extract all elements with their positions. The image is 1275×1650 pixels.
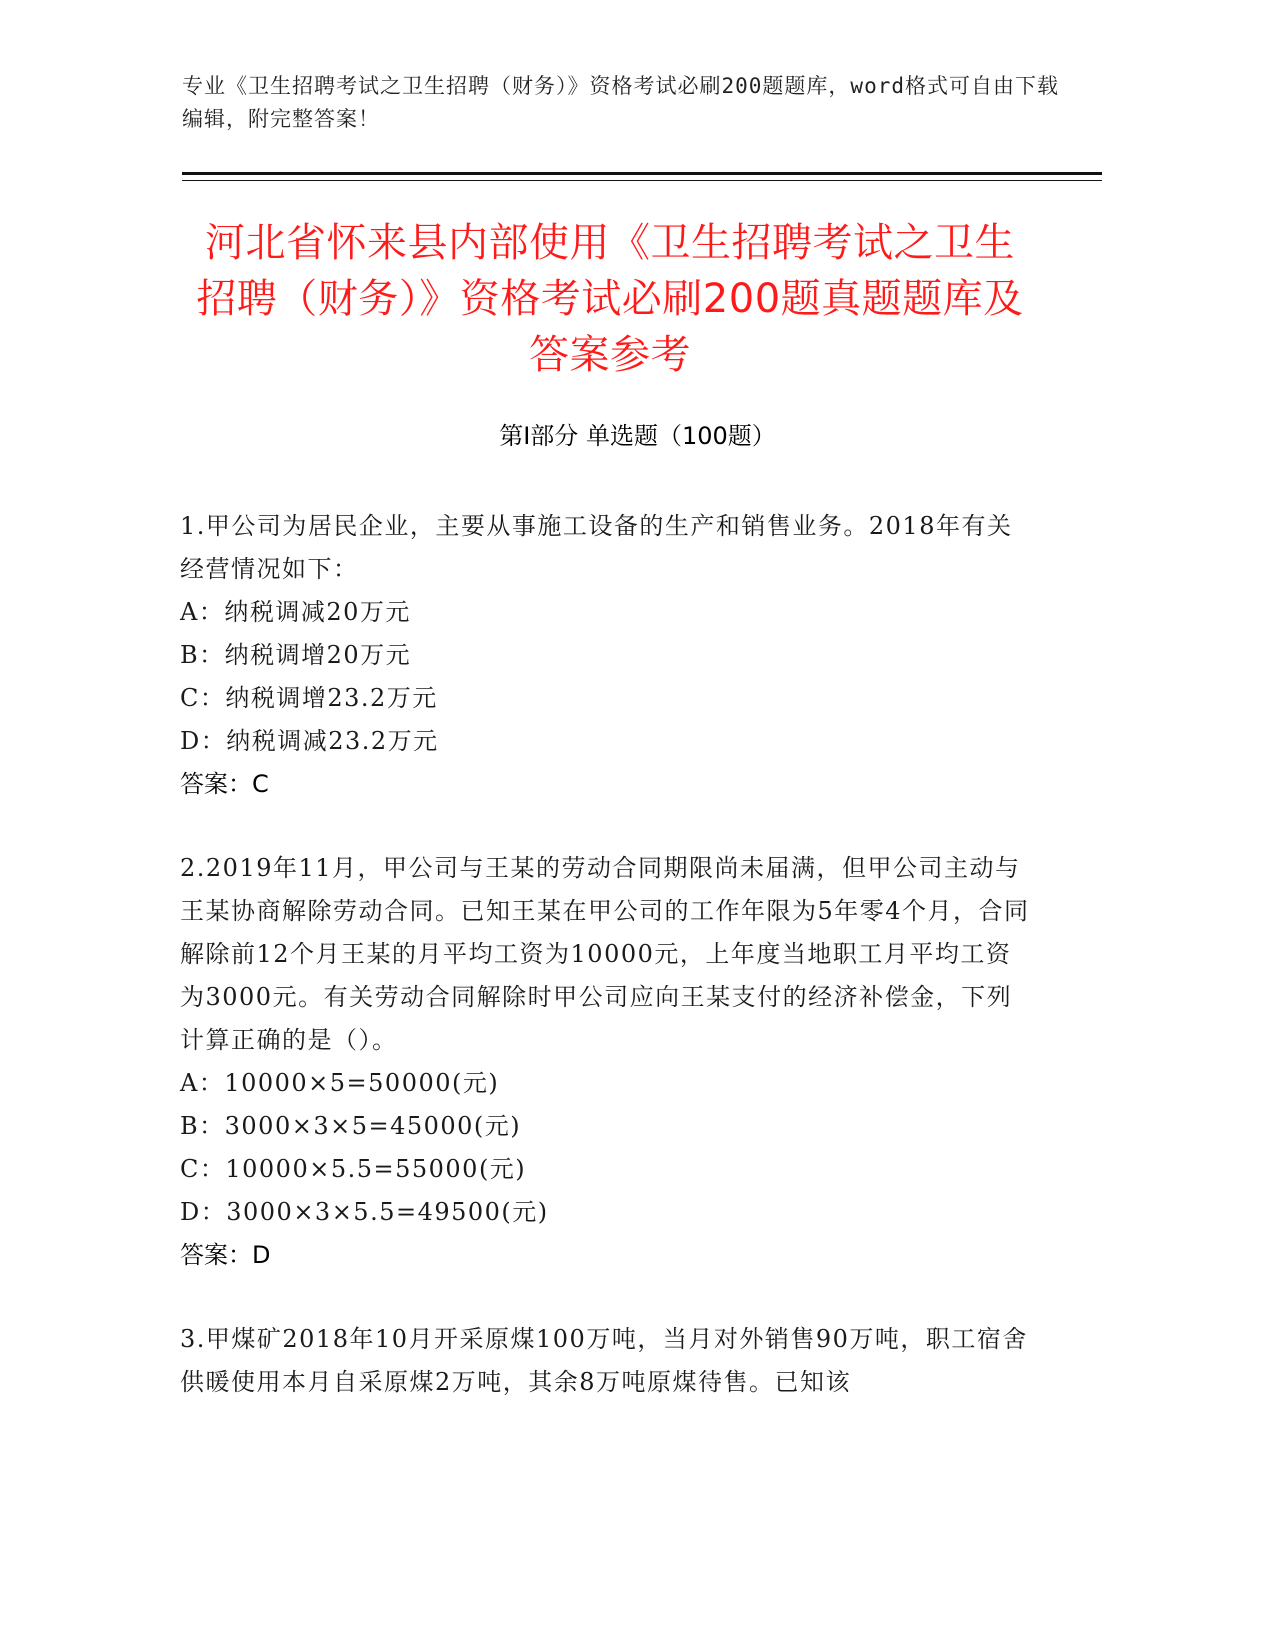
option-c: C：10000×5.5=55000(元) xyxy=(180,1155,527,1183)
document-title: 河北省怀来县内部使用《卫生招聘考试之卫生招聘（财务）》资格考试必刷200题真题题库及答案参考 xyxy=(196,220,1024,378)
option-b: B：纳税调增20万元 xyxy=(180,641,412,669)
question-1 xyxy=(180,505,1030,806)
question-stem: 1.甲公司为居民企业，主要从事施工设备的生产和销售业务。2018年有关经营情况如下： xyxy=(180,512,1013,583)
option-a: A：10000×5=50000(元) xyxy=(180,1069,500,1097)
question-stem: 3.甲煤矿2018年10月开采原煤100万吨，当月对外销售90万吨，职工宿舍供暖使用本月自采原煤2万吨，其余8万吨原煤待售。已知该 xyxy=(180,1325,1028,1396)
option-c: C：纳税调增23.2万元 xyxy=(180,684,438,712)
question-stem: 2.2019年11月，甲公司与王某的劳动合同期限尚未届满，但甲公司主动与王某协商解除劳动合同。已知王某在甲公司的工作年限为5年零4个月，合同解除前12个月王某的月平均工资为10000元，上年度当地职工月平均工资为3000元。有关劳动合同解除时甲公司应向王某支付的经济补偿金，下列计算正确的是（）。 xyxy=(180,854,1030,1054)
option-b: B：3000×3×5=45000(元) xyxy=(180,1112,522,1140)
question-3 xyxy=(180,1318,1030,1404)
option-a: A：纳税调减20万元 xyxy=(180,598,411,626)
header-divider-thick xyxy=(182,172,1102,175)
option-d: D：纳税调减23.2万元 xyxy=(180,727,439,755)
header-note: 专业《卫生招聘考试之卫生招聘（财务）》资格考试必刷200题题库，word格式可自由下载编辑，附完整答案！ xyxy=(182,74,1059,131)
question-2 xyxy=(180,847,1030,1277)
answer-line: 答案：D xyxy=(180,1241,271,1269)
section-heading: 第I部分 单选题（100题） xyxy=(499,422,776,450)
question-list xyxy=(180,505,1030,1445)
header-divider-thin xyxy=(182,180,1102,181)
answer-line: 答案：C xyxy=(180,770,269,798)
option-d: D：3000×3×5.5=49500(元) xyxy=(180,1198,549,1226)
